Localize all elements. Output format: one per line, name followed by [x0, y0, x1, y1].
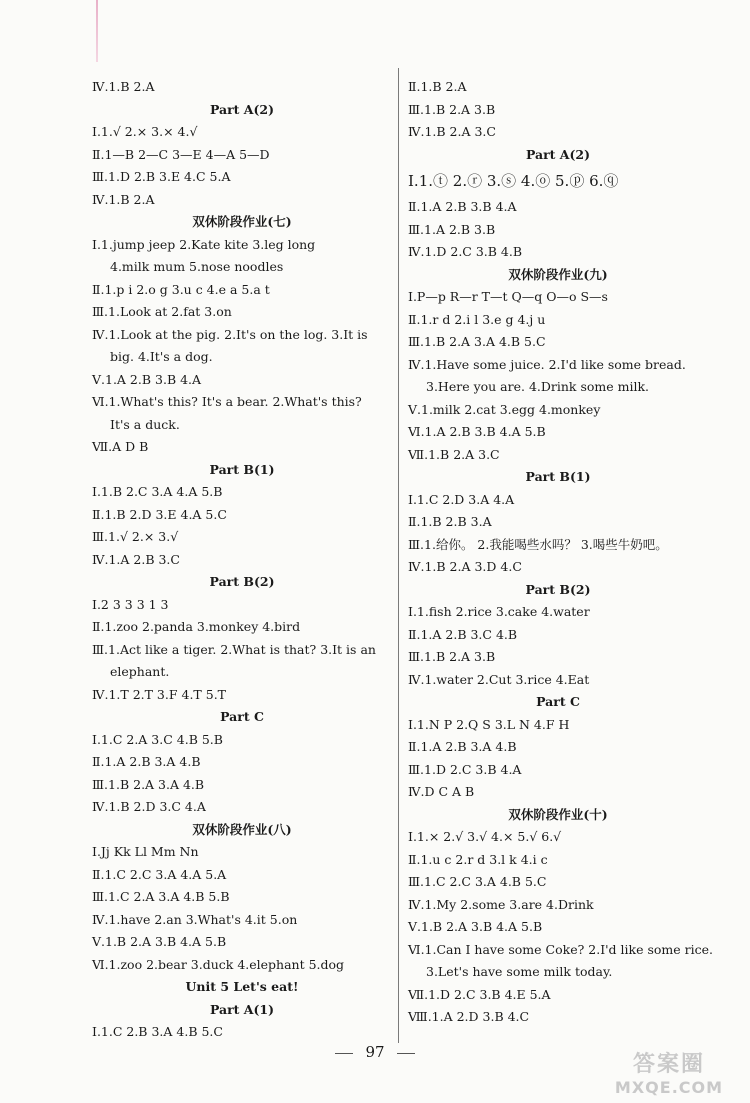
section-heading: Part A(1)	[209, 1001, 275, 1017]
answer-line: Ⅰ.2 3 3 3 1 3	[92, 596, 169, 612]
answer-line: Ⅳ.1.have 2.an 3.What's 4.it 5.on	[92, 911, 298, 927]
answer-line: Ⅰ.1.√ 2.× 3.× 4.√	[92, 124, 198, 139]
answer-line: Ⅴ.1.milk 2.cat 3.egg 4.monkey	[408, 401, 601, 417]
section-heading: Unit 5 Let's eat!	[185, 979, 299, 994]
answer-line: elephant.	[110, 664, 170, 679]
answer-line: Ⅵ.1.What's this? It's a bear. 2.What's this?	[92, 394, 362, 409]
section-heading: Part C	[536, 694, 580, 709]
answer-line: Ⅳ.D C A B	[408, 784, 475, 799]
answer-line: Ⅲ.1.D 2.C 3.B 4.A	[408, 761, 522, 777]
answer-line: 3.Let's have some milk today.	[426, 964, 613, 979]
answer-line: Ⅱ.1.A 2.B 3.A 4.B	[408, 739, 517, 754]
answer-line: Ⅰ.1.× 2.√ 3.√ 4.× 5.√ 6.√	[408, 829, 562, 844]
answer-line: Ⅲ.1.Look at 2.fat 3.on	[92, 304, 232, 319]
answer-line: Ⅲ.1.C 2.C 3.A 4.B 5.C	[408, 874, 547, 889]
answer-line: Ⅱ.1—B 2—C 3—E 4—A 5—D	[92, 146, 270, 162]
answer-line: Ⅲ.1.√ 2.× 3.√	[92, 529, 179, 544]
page-number: 97	[365, 1043, 385, 1061]
answer-line: Ⅲ.1.B 2.A 3.B	[408, 101, 496, 117]
answer-line: Ⅵ.1.zoo 2.bear 3.duck 4.elephant 5.dog	[92, 956, 345, 972]
answer-line: Ⅰ.Jj Kk Ll Mm Nn	[92, 844, 199, 859]
footer-dash-right	[397, 1053, 415, 1054]
section-heading: Part B(1)	[525, 469, 591, 484]
answer-line: Ⅱ.1.p i 2.o g 3.u c 4.e a 5.a t	[92, 281, 270, 297]
answer-line: 3.Here you are. 4.Drink some milk.	[426, 379, 650, 394]
answer-line: Ⅱ.1.A 2.B 3.C 4.B	[408, 626, 518, 642]
answer-line: Ⅰ.1.C 2.A 3.C 4.B 5.B	[92, 731, 223, 747]
answer-line: Ⅲ.1.A 2.B 3.B	[408, 221, 496, 237]
answer-line: Ⅳ.1.D 2.C 3.B 4.B	[408, 244, 523, 259]
answer-line: Ⅱ.1.B 2.B 3.A	[408, 514, 492, 529]
answer-line: Ⅱ.1.u c 2.r d 3.l k 4.i c	[408, 851, 548, 867]
answer-line: Ⅰ.1.ⓣ 2.ⓡ 3.ⓢ 4.ⓞ 5.ⓟ 6.ⓠ	[408, 172, 619, 190]
answer-line: Ⅵ.1.A 2.B 3.B 4.A 5.B	[408, 424, 546, 439]
answer-line: Ⅰ.P—p R—r T—t Q—q O—o S—s	[408, 289, 608, 304]
answer-line: Ⅱ.1.B 2.D 3.E 4.A 5.C	[92, 506, 227, 522]
answer-line: Ⅰ.1.B 2.C 3.A 4.A 5.B	[92, 484, 223, 499]
answer-line: Ⅳ.1.B 2.A 3.C	[408, 124, 496, 139]
answer-line: Ⅲ.1.D 2.B 3.E 4.C 5.A	[92, 169, 231, 184]
answer-line: Ⅳ.1.B 2.D 3.C 4.A	[92, 799, 206, 814]
section-heading: Part C	[220, 709, 264, 724]
section-heading: Part A(2)	[209, 101, 275, 117]
answer-line: Ⅰ.1.jump jeep 2.Kate kite 3.leg long	[92, 236, 316, 252]
answer-line: Ⅳ.1.B 2.A	[92, 191, 155, 207]
answer-line: Ⅲ.1.C 2.A 3.A 4.B 5.B	[92, 889, 230, 904]
answer-line: Ⅳ.1.B 2.A	[92, 79, 155, 94]
right-answer-column	[408, 76, 713, 1029]
watermark-title: 答案圈	[632, 1052, 705, 1077]
answer-line: big. 4.It's a dog.	[110, 349, 213, 364]
answer-line: Ⅶ.A D B	[92, 439, 149, 454]
watermark-url: MXQE.COM	[614, 1078, 724, 1097]
answer-line: Ⅵ.1.Can I have some Coke? 2.I'd like some rice.	[408, 941, 713, 957]
answer-line: It's a duck.	[110, 416, 180, 432]
answer-line: Ⅷ.1.A 2.D 3.B 4.C	[408, 1009, 530, 1024]
answer-line: Ⅳ.1.A 2.B 3.C	[92, 551, 180, 567]
section-heading: 双休阶段作业(九)	[508, 266, 608, 282]
answer-line: Ⅳ.1.T 2.T 3.F 4.T 5.T	[92, 686, 227, 702]
answer-line: Ⅳ.1.Have some juice. 2.I'd like some bread.	[408, 356, 686, 372]
answer-line: Ⅳ.1.water 2.Cut 3.rice 4.Eat	[408, 671, 590, 687]
answer-line: Ⅲ.1.B 2.A 3.A 4.B	[92, 776, 205, 792]
answer-line: Ⅳ.1.Look at the pig. 2.It's on the log. 3.It is	[92, 326, 368, 342]
answer-line: Ⅰ.1.C 2.B 3.A 4.B 5.C	[92, 1024, 223, 1039]
answer-line: Ⅴ.1.B 2.A 3.B 4.A 5.B	[92, 934, 227, 949]
answer-line: Ⅱ.1.C 2.C 3.A 4.A 5.A	[92, 866, 227, 882]
answer-line: Ⅱ.1.A 2.B 3.A 4.B	[92, 754, 201, 769]
answer-line: Ⅲ.1.B 2.A 3.B	[408, 649, 496, 664]
answer-line: Ⅱ.1.r d 2.i l 3.e g 4.j u	[408, 311, 546, 327]
answer-line: Ⅱ.1.B 2.A	[408, 79, 467, 94]
answer-line: Ⅶ.1.D 2.C 3.B 4.E 5.A	[408, 986, 551, 1002]
answer-line: Ⅲ.1.Act like a tiger. 2.What is that? 3.It is an	[92, 641, 376, 657]
answer-line: Ⅱ.1.zoo 2.panda 3.monkey 4.bird	[92, 619, 301, 634]
section-heading: 双休阶段作业(十)	[508, 806, 608, 822]
answer-line: Ⅰ.1.C 2.D 3.A 4.A	[408, 491, 515, 507]
answer-line: Ⅶ.1.B 2.A 3.C	[408, 446, 500, 462]
section-heading: Part B(2)	[209, 574, 275, 589]
watermark-logo	[594, 1052, 744, 1100]
section-heading: 双休阶段作业(八)	[192, 821, 292, 837]
footer-dash-left	[335, 1053, 353, 1054]
answer-line: Ⅴ.1.B 2.A 3.B 4.A 5.B	[408, 919, 543, 934]
answer-line: 4.milk mum 5.nose noodles	[110, 259, 284, 274]
section-heading: 双休阶段作业(七)	[192, 214, 292, 229]
column-divider	[398, 68, 399, 1043]
section-heading: Part B(2)	[525, 581, 591, 597]
answer-line: Ⅲ.1.给你。 2.我能喝些水吗？ 3.喝些牛奶吧。	[408, 536, 668, 552]
answer-line: Ⅴ.1.A 2.B 3.B 4.A	[92, 371, 202, 387]
answer-line: Ⅰ.1.N P 2.Q S 3.L N 4.F H	[408, 716, 570, 732]
section-heading: Part B(1)	[209, 461, 275, 477]
page-edge-mark	[96, 0, 98, 62]
answer-line: Ⅲ.1.B 2.A 3.A 4.B 5.C	[408, 334, 546, 349]
answer-line: Ⅱ.1.A 2.B 3.B 4.A	[408, 199, 517, 214]
left-answer-column	[92, 76, 392, 1044]
section-heading: Part A(2)	[525, 146, 591, 162]
answer-line: Ⅳ.1.B 2.A 3.D 4.C	[408, 559, 522, 574]
answer-line: Ⅳ.1.My 2.some 3.are 4.Drink	[408, 896, 594, 912]
answer-line: Ⅰ.1.fish 2.rice 3.cake 4.water	[408, 604, 590, 619]
